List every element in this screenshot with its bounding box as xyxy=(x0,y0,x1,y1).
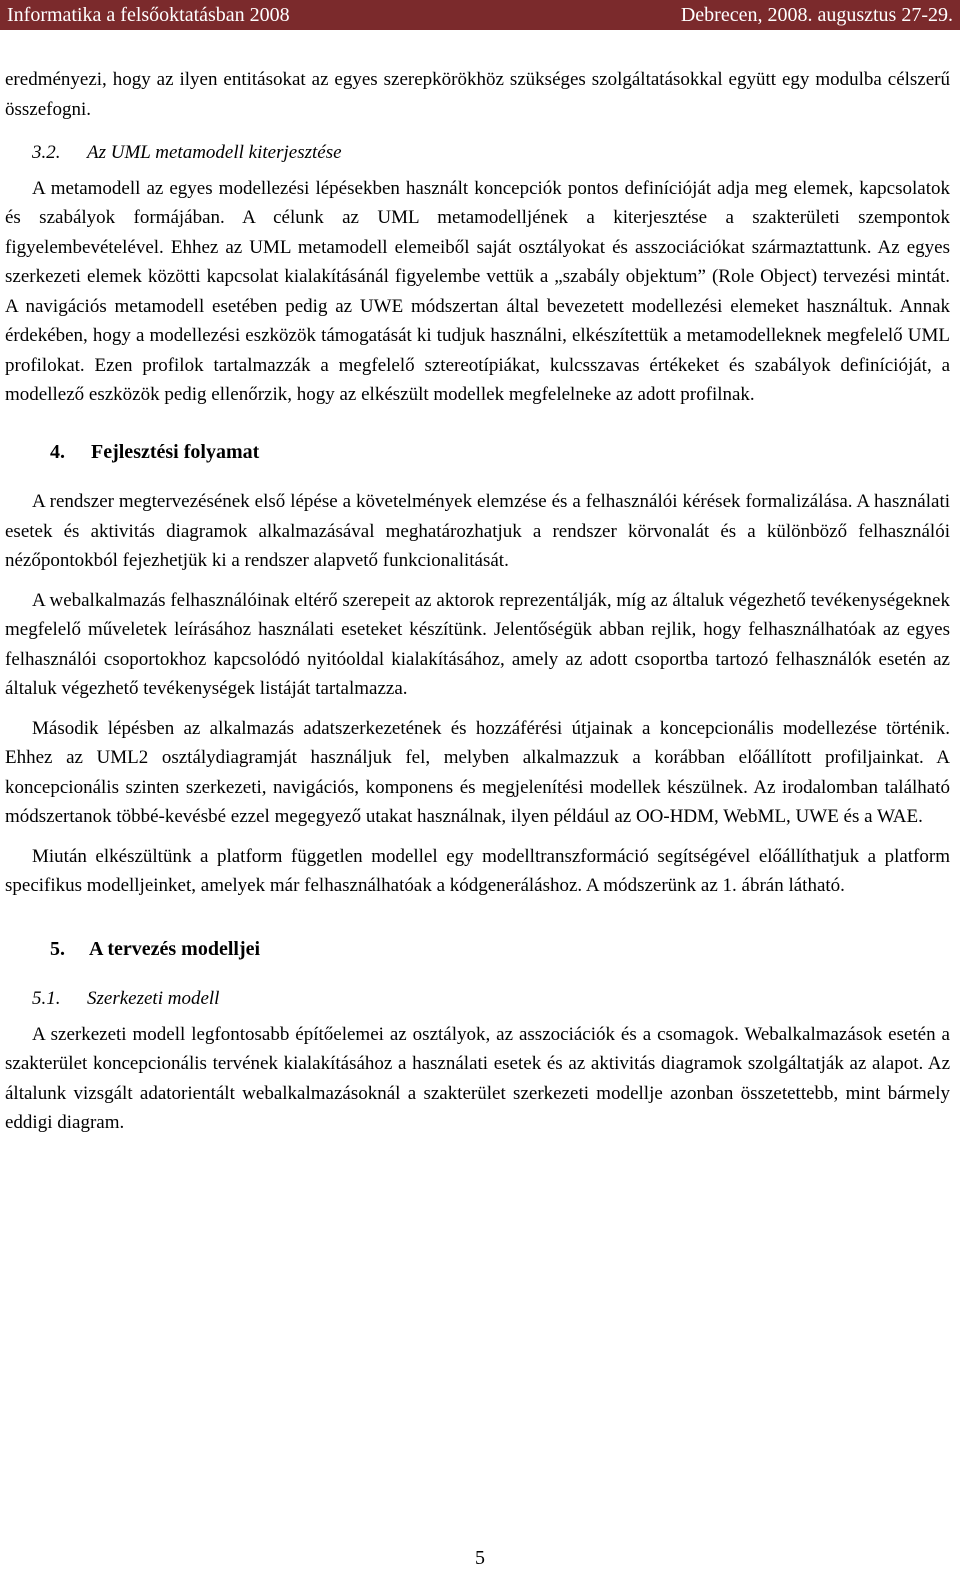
subsection-number: 3.2. xyxy=(32,142,61,163)
section-heading-5 xyxy=(5,935,950,965)
page-number: 5 xyxy=(475,1547,485,1569)
section-title: A tervezés modelljei xyxy=(89,937,261,960)
conference-title: Informatika a felsőoktatásban 2008 xyxy=(7,4,290,26)
intro-paragraph: eredményezi, hogy az ilyen entitásokat az egyes szerepkörökhöz szükséges szolgáltatásokkal együtt egy modulba célszerű összefogni. xyxy=(5,69,950,120)
subsection-title: Szerkezeti modell xyxy=(87,988,220,1009)
subsection-title: Az UML metamodell kiterjesztése xyxy=(87,142,342,163)
paragraph-5-1: A szerkezeti modell legfontosabb építőelemei az osztályok, az asszociációk és a csomagok. Webalkalmazások esetén a szakterület koncepcionális tervének kialakításához a használati esetek és az aktivitás diagramok szolgáltatják az alapot. Az általunk vizsgált adatorientált webalkalmazásoknál a szakterület szerkezeti modellje azonban összetettebb, mint bármely eddigi diagram. xyxy=(5,1023,950,1133)
paragraph-metamodel: A metamodell az egyes modellezési lépésekben használt koncepciók pontos definícióját adja meg elemek, kapcsolatok és szabályok formájában. A célunk az UML metamodelljének a kiterjesztése a szakterületi szempontok figyelembevételével. Ehhez az UML metamodell elemeiből saját osztályokat és asszociációkat származtattunk. Az egyes szerkezeti elemek közötti kapcsolat kialakításánál figyelembe vettük a „szabály objektum” (Role Object) tervezési mintát. A navigációs metamodell esetében pedig az UWE módszertan által bevezetett modellezési elemeket használtuk. Annak érdekében, hogy a modellezési eszközök támogatását ki tudjuk használni, elkészítettük a metamodelleknek megfelelő UML profilokat. Ezen profilok tartalmazzák a megfelelő sztereotípiákat, kulcsszavas értékeket és szabályok definícióját, a modellező eszközök pedig ellenőrzik, hogy az elkészült modellek megfelelneke az adott profilnak. xyxy=(5,177,950,405)
paragraph-4-2: A webalkalmazás felhasználóinak eltérő szerepeit az aktorok reprezentálják, míg az általuk végezhető tevékenységeknek megfelelő műveletek leírásához használati eseteket készítünk. Jelentőségük abban rejlik, hogy felhasználhatóak az egyes felhasználói csoportokhoz kapcsolódó nyitóoldal kialakításához, amely az adott csoportba tartozó felhasználók esetén az általuk végezhető tevékenységek listáját tartalmazza. xyxy=(5,589,950,699)
section-number: 4. xyxy=(50,440,65,463)
subsection-number: 5.1. xyxy=(32,988,61,1009)
paragraph-4-3: Második lépésben az alkalmazás adatszerkezetének és hozzáférési útjainak a koncepcionális modellezése történik. Ehhez az UML2 osztálydiagramját használjuk fel, melyben alkalmazzuk a korábban előállított profiljainkat. A koncepcionális szinten szerkezeti, navigációs, komponens és megjelenítési modellek készülnek. Az irodalomban található módszertanok többé-kevésbé ezzel megegyező utakat használnak, ilyen például az OO-HDM, WebML, UWE és a WAE. xyxy=(5,717,950,827)
running-header xyxy=(0,0,960,30)
paragraph-4-4: Miután elkészültünk a platform független modellel egy modelltranszformáció segítségével előállíthatjuk a platform specifikus modelljeinket, amelyek már felhasználhatóak a kódgeneráláshoz. A módszerünk az 1. ábrán látható. xyxy=(5,845,950,896)
section-heading-4 xyxy=(5,438,950,468)
paragraph-4-1: A rendszer megtervezésének első lépése a követelmények elemzése és a felhasználói kérések formalizálása. A használati esetek és aktivitás diagramok alkalmazásával meghatározhatjuk a rendszer körvonalát és a különböző felhasználói nézőpontokból fejezhetjük ki a rendszer alapvető funkcionalitását. xyxy=(5,491,950,571)
page-body xyxy=(5,65,950,1138)
subsection-heading-5-1 xyxy=(5,984,950,1014)
subsection-heading-3-2 xyxy=(5,138,950,168)
section-number: 5. xyxy=(50,937,65,960)
conference-date-location: Debrecen, 2008. augusztus 27-29. xyxy=(680,4,953,26)
section-title: Fejlesztési folyamat xyxy=(91,440,260,463)
